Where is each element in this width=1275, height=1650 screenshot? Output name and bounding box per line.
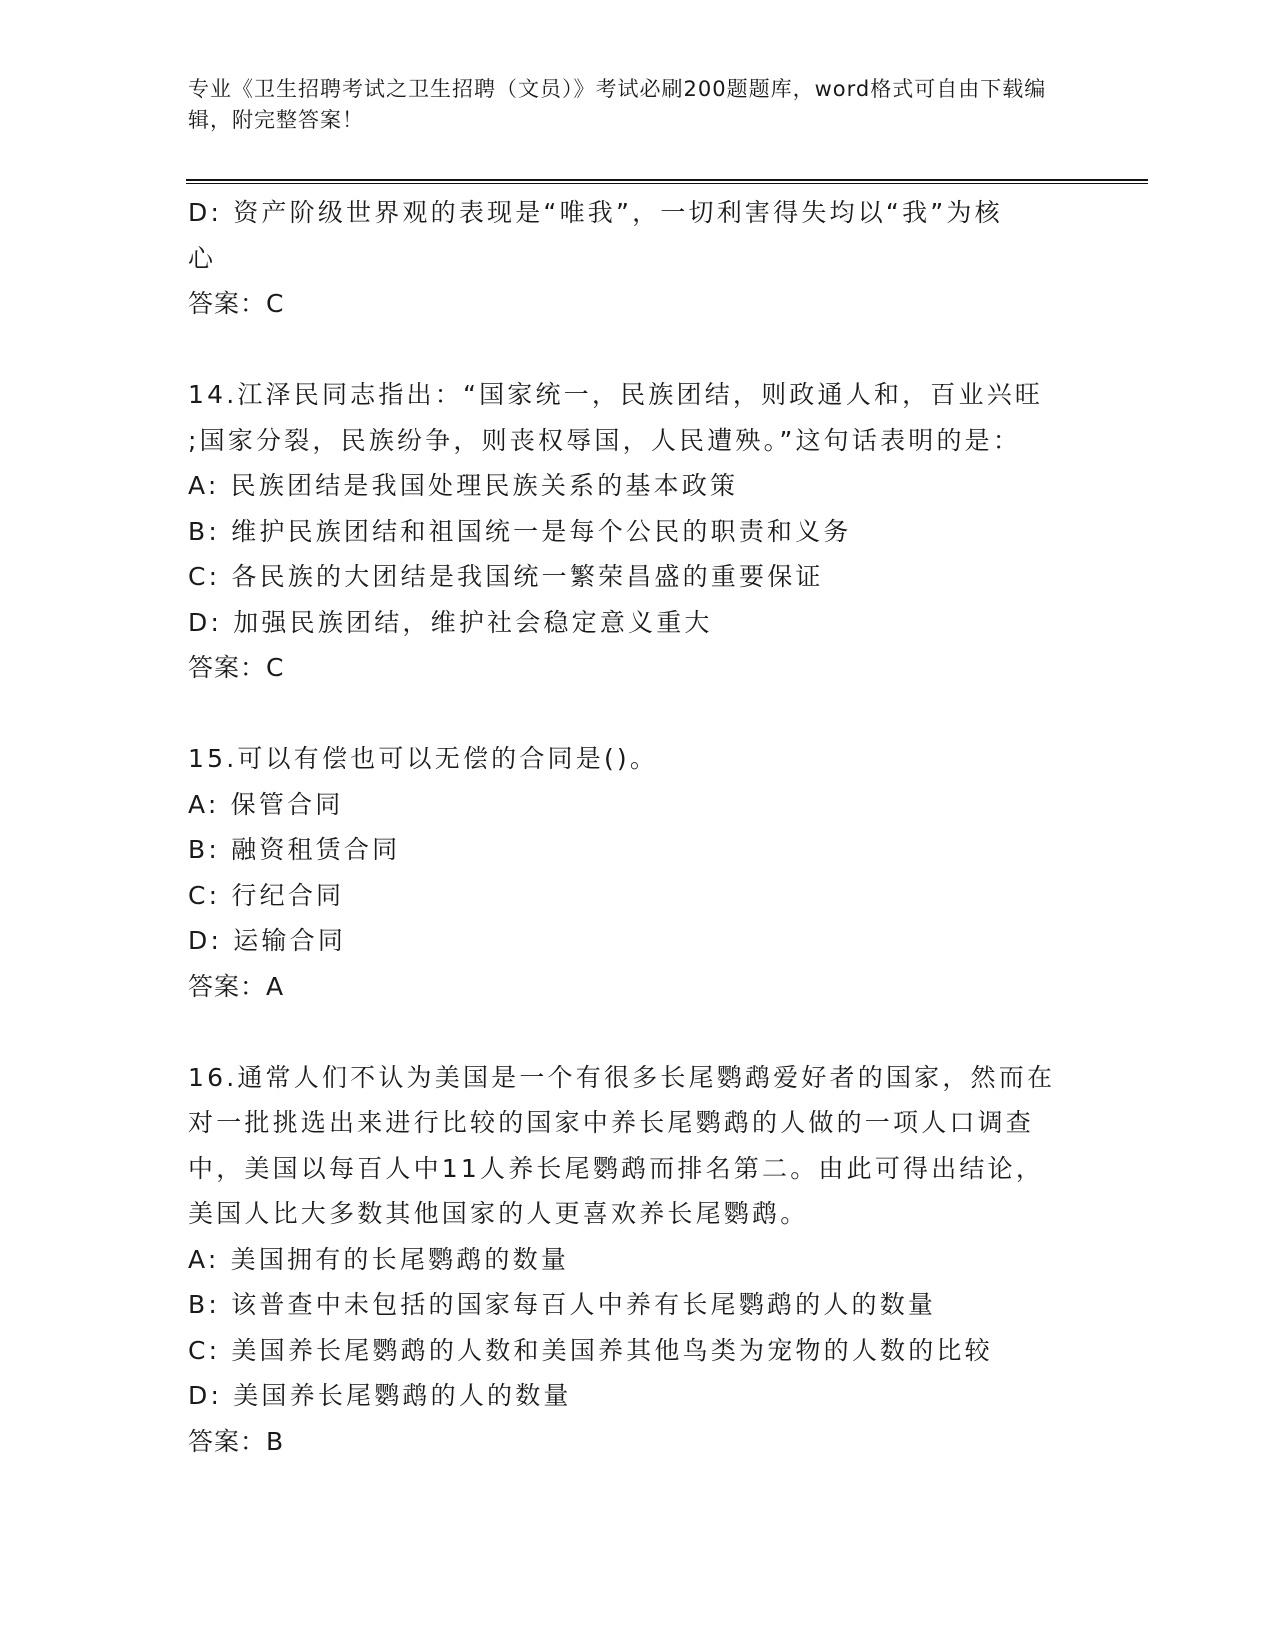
question-15 bbox=[188, 736, 1088, 1009]
question-content bbox=[188, 190, 1088, 1464]
option-d: D: 运输合同 bbox=[188, 926, 347, 955]
header-rule-thin bbox=[186, 183, 1148, 184]
option-a: A: 民族团结是我国处理民族关系的基本政策 bbox=[188, 471, 739, 500]
header-rule-thick bbox=[186, 179, 1148, 181]
prev-option-d-line2: 心 bbox=[188, 243, 217, 273]
question-16 bbox=[188, 1055, 1088, 1465]
answer: 答案：A bbox=[188, 971, 285, 1001]
option-d: D: 美国养长尾鹦鹉的人的数量 bbox=[188, 1381, 572, 1410]
spacer bbox=[188, 1009, 1088, 1055]
option-b: B: 维护民族团结和祖国统一是每个公民的职责和义务 bbox=[188, 516, 852, 546]
question-14 bbox=[188, 372, 1088, 691]
question-stem-line: 中，美国以每百人中11人养长尾鹦鹉而排名第二。由此可得出结论， bbox=[188, 1153, 1045, 1183]
answer: 答案：C bbox=[188, 653, 285, 682]
option-b: B: 该普查中未包括的国家每百人中养有长尾鹦鹉的人的数量 bbox=[188, 1290, 937, 1319]
question-stem-line: ;国家分裂，民族纷争，则丧权辱国，人民遭殃。”这句话表明的是： bbox=[188, 425, 1022, 455]
option-c: C: 美国养长尾鹦鹉的人数和美国养其他鸟类为宠物的人数的比较 bbox=[188, 1335, 993, 1365]
prev-option-d-line1: D: 资产阶级世界观的表现是“唯我”，一切利害得失均以“我”为核 bbox=[188, 198, 1003, 227]
question-stem-line: 15.可以有偿也可以无偿的合同是()。 bbox=[188, 744, 659, 773]
question-stem-line: 16.通常人们不认为美国是一个有很多长尾鹦鹉爱好者的国家，然而在 bbox=[188, 1062, 1056, 1092]
option-c: C: 各民族的大团结是我国统一繁荣昌盛的重要保证 bbox=[188, 562, 824, 591]
option-a: A: 美国拥有的长尾鹦鹉的数量 bbox=[188, 1244, 570, 1274]
answer: 答案：B bbox=[188, 1426, 285, 1456]
option-c: C: 行纪合同 bbox=[188, 880, 345, 910]
prev-answer: 答案：C bbox=[188, 289, 285, 318]
option-d: D: 加强民族团结，维护社会稳定意义重大 bbox=[188, 607, 713, 637]
spacer bbox=[188, 691, 1088, 737]
option-a: A: 保管合同 bbox=[188, 789, 344, 819]
question-stem-line: 14.江泽民同志指出：“国家统一，民族团结，则政通人和，百业兴旺 bbox=[188, 380, 1044, 409]
question-stem-line: 对一批挑选出来进行比较的国家中养长尾鹦鹉的人做的一项人口调查 bbox=[188, 1108, 1035, 1137]
spacer bbox=[188, 327, 1088, 373]
page-header: 专业《卫生招聘考试之卫生招聘（文员）》考试必刷200题题库，word格式可自由下载编辑，附完整答案！ bbox=[188, 77, 1047, 132]
option-b: B: 融资租赁合同 bbox=[188, 835, 401, 864]
question-stem-line: 美国人比大多数其他国家的人更喜欢养长尾鹦鹉。 bbox=[188, 1199, 809, 1228]
